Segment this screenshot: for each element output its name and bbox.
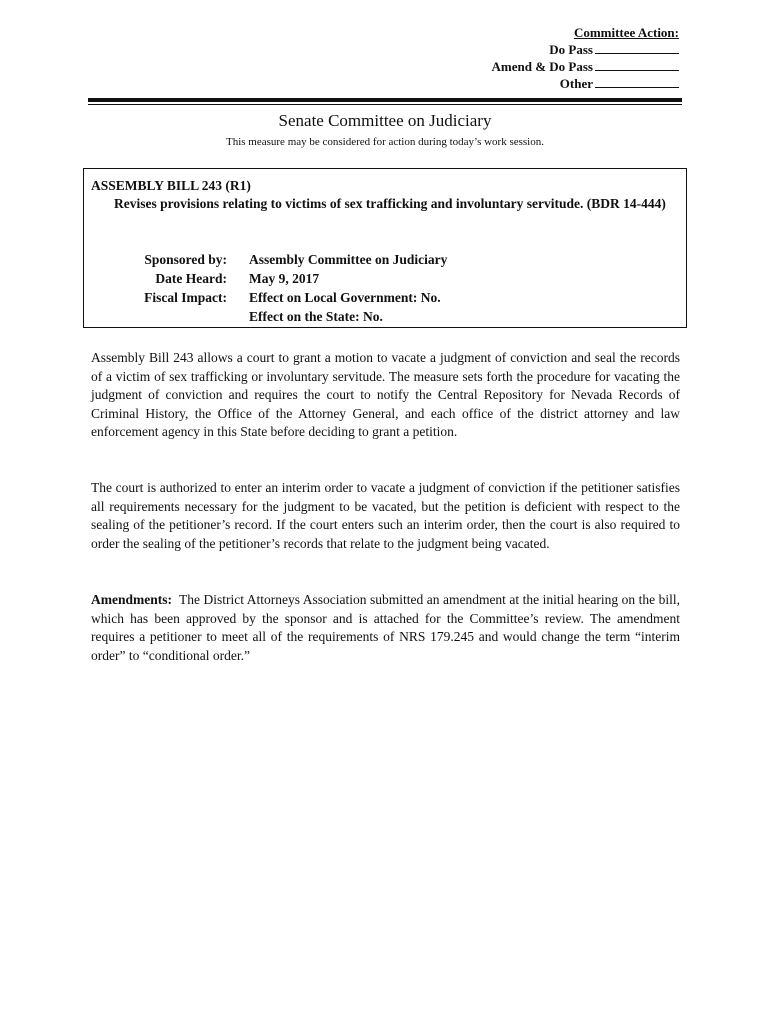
action-label: Amend & Do Pass [491,59,593,74]
committee-title: Senate Committee on Judiciary [278,111,492,130]
bill-number: ASSEMBLY BILL 243 (R1) [91,178,251,193]
meta-label: Sponsored by: [144,252,227,267]
meta-label: Date Heard: [155,271,227,286]
bill-summary-box [83,168,687,328]
meta-value: Effect on Local Government: No. [249,290,441,305]
work-session-note: This measure may be considered for action during today’s work session. [225,136,544,148]
interim-order-paragraph: The court is authorized to enter an interim order to vacate a judgment of conviction if the petitioner satisfies all requirements necessary for the judgment to be vacated, but the petition is deficient with respect to the sealing of the petitioner’s record. If the court enters such an interim order, then the court is also required to order the sealing of the petitioner’s records that relate to the judgment being vacated. [91,480,680,551]
action-label: Do Pass [549,42,593,57]
committee-action-title: Committee Action: [573,25,679,40]
summary-paragraph: Assembly Bill 243 allows a court to grant a motion to vacate a judgment of conviction and seal the records of a victim of sex trafficking or involuntary servitude. The measure sets forth the procedure for vacating the judgment of conviction and requires the court to notify the Central Repository for Nevada Records of Criminal History, the Office of the Attorney General, and each office of the district attorney and law enforcement agency in this State before deciding to grant a petition. [91,350,680,440]
action-do-pass [379,41,679,58]
meta-row-sponsor [84,250,686,269]
meta-row-state-effect [84,307,686,326]
meta-value: Assembly Committee on Judiciary [249,252,448,267]
bill-description: Revises provisions relating to victims of sex trafficking and involuntary servitude. (BDR 14-444) [114,196,666,211]
meta-value: May 9, 2017 [249,271,320,286]
action-label: Other [559,76,593,91]
meta-value: Effect on the State: No. [249,309,383,324]
committee-action-block [379,24,679,92]
amendments-label: Amendments: [91,592,172,607]
action-blank-line [595,75,679,88]
header-rule-thin [88,104,682,105]
meta-label: Fiscal Impact: [144,290,227,305]
bill-meta [84,250,686,326]
action-amend-do-pass [379,58,679,75]
action-blank-line [595,41,679,54]
amendments-text: The District Attorneys Association submitted an amendment at the initial hearing on the bill, which has been approved by the sponsor and is attached for the Committee’s review. The amendment requires a petitioner to meet all of the requirements of NRS 179.245 and would change the term “interim order” to “conditional order.” [91,592,680,663]
meta-row-fiscal-impact [84,288,686,307]
amendments-paragraph [91,591,680,665]
header-rule-thick [88,98,682,102]
action-blank-line [595,58,679,71]
meta-row-date-heard [84,269,686,288]
action-other [379,75,679,92]
